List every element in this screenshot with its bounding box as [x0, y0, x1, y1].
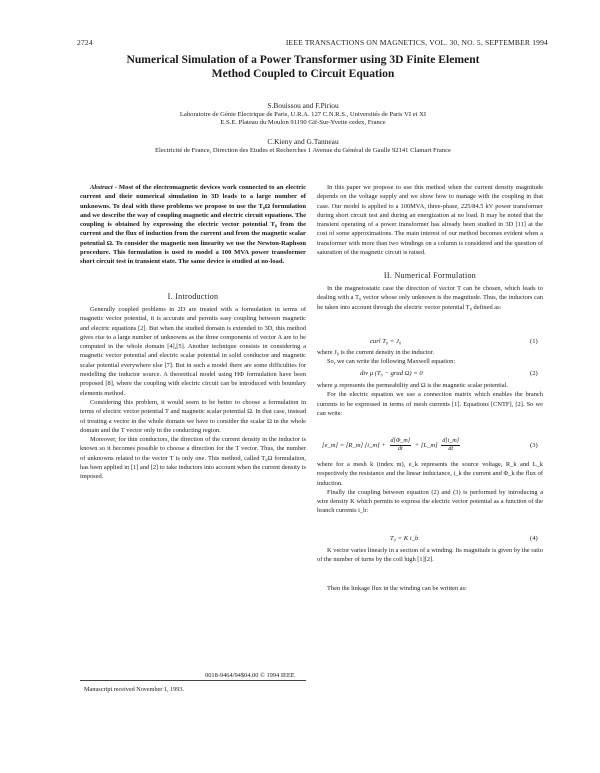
equation-4: T₀ = K i_b [390, 535, 419, 542]
title-line-1: Numerical Simulation of a Power Transformer using 3D Finite Element [126, 53, 480, 66]
affiliation-2: Electricité de France, Direction des Etudes et Recherches 1 Avenue du Général de Gaulle 92141 Clamart France [155, 146, 451, 154]
eq3-frac1-den: dt [397, 446, 403, 452]
where-text-3: where for a mesh k (index m), e_k represents the source voltage, R_k and L_k respectively the resistance and the linear inductance, i_k the current and Φ_k the flux of induction. [317, 461, 543, 487]
affiliation-1a: Laboratoire de Génie Electrique de Paris, U.R.A. 127 C.N.R.S., Universités de Paris VI et XI [179, 110, 427, 118]
eq3-fraction-2 [441, 438, 460, 453]
section-heading-introduction: I. Introduction [167, 292, 219, 301]
formulation-where-1 [317, 348, 543, 367]
formulation-text-6: Then the linkage flux in the winding can be written as: [327, 585, 467, 592]
formulation-para-4 [317, 460, 543, 516]
affiliation-1b: E.S.E. Plateau du Moulon 91190 Gif-Sur-Yvette cedex, France [220, 119, 386, 127]
abstract [80, 183, 306, 267]
where-text-1: where J₀ is the current density in the inductor. [317, 349, 435, 356]
abstract-label: Abstract [90, 184, 113, 191]
journal-header: IEEE TRANSACTIONS ON MAGNETICS, VOL. 30, NO. 5, SEPTEMBER 1994 [285, 38, 548, 47]
equation-3-number: (3) [530, 442, 538, 449]
equation-2-number: (2) [530, 370, 538, 377]
formulation-text-4: Finally the coupling between equation (2) and (3) is performed by introducing a wire density K which permits to express the electric vector potential as a function of the branch currents i_b: [317, 488, 543, 515]
eq3-frac1-num: d[Φ_m] [390, 438, 411, 444]
intro-paragraph-3: Moreover, for thin conductors, the direction of the current density in the inductor is known so it becomes possible to choose a direction for the T vector. Thus, the number of unknowns related to the vector T is only one. This method, called T₀Ω formulation, has been applied in [1] and [2] to take inductors into account when the current density is imposed. [80, 436, 306, 481]
manuscript-footnote: Manuscript received November 1, 1993. [84, 686, 185, 693]
formulation-para-5 [317, 546, 543, 565]
footnote-rule [80, 680, 306, 681]
right-intro-paragraph: In this paper we propose to use this method when the current density magnitude depends on the voltage supply and we show how to manage with the coupling in that case. Our model is applied to a 100MVA, three-phase, 225/84.5 kV power transformer during short circuit test and during an energization at no load. It may be noted that the transient operating of a power transformer has already been studied in 3D [11] at the cost of some approximations. The main interest of our method becomes evident when a transformer with more than two windings on a column is considered and the question of saturation of the magnetic circuit is raised. [317, 184, 543, 257]
formulation-para-3 [317, 381, 543, 418]
author-names-1: S.Bouissou and F.Piriou [267, 101, 339, 110]
eq3-lhs: [e_m] = [R_m] [i_m] + [322, 442, 386, 450]
author-names-2: C.Kieny and G.Tanneau [267, 137, 339, 146]
abstract-text: - Most of the electromagnetic devices work connected to an electric current and their numerical simulation in 3D leads to a large number of unknowns. To deal with these problems we propose to use the T₀Ω formulation and we describe the way of coupling magnetic and electric circuit equations. The coupling is obtained by expressing the electric vector potential T₀ from the current and the flux of induction from the current and from the magnetic scalar potential Ω. To consider the magnetic non linearity we use the Newton-Raphson procedure. This formulation is used to model a 100 MVA power transformer short circuit test in transient state. The same device is studied at no-load. [80, 184, 306, 266]
where-text-2: where μ represents the permeability and Ω is the magnetic scalar potential. [317, 382, 508, 389]
formulation-para-6 [317, 584, 543, 593]
section-heading-formulation: II. Numerical Formulation [383, 271, 477, 280]
author-block-2 [40, 138, 566, 155]
equation-2: div μ (T₀ − grad Ω) = 0 [360, 370, 423, 377]
author-block-1 [40, 102, 566, 128]
eq3-frac2-den: dt [448, 446, 454, 452]
right-intro [317, 183, 543, 257]
eq3-mid: + [L_m] [414, 442, 438, 450]
introduction-body [80, 305, 306, 482]
equation-1-number: (1) [530, 338, 538, 345]
intro-paragraph-2: Considering this problem, it would seem to be better to choose a formulation in terms of electric vector potential T and magnetic scalar potential Ω. In that case, instead of treating a vector in the whole domain we have to consider the scalar Ω in the whole domain and the T vector only in the conducting region. [80, 398, 306, 434]
paper-title [80, 53, 526, 80]
equation-3 [322, 438, 462, 453]
formulation-text-2: So, we can write the following Maxwell equation: [327, 358, 456, 366]
equation-1: curl T₀ = J₀ [370, 338, 402, 345]
formulation-para-1 [317, 284, 543, 312]
formulation-text-3: For the electric equation we use a connection matrix which enables the branch currents to be expressed in terms of mesh currents [1]. Equations [CNTF], [2]. So we can write: [317, 391, 543, 417]
copyright-line: 0018-9464/94$04.00 © 1994 IEEE [205, 672, 295, 679]
formulation-text-5: K vector varies linearly in a section of a winding. Its magnitude is given by the ratio of the number of turns by the coil high [1][2]. [317, 547, 543, 564]
title-line-2: Method Coupled to Circuit Equation [211, 66, 395, 80]
formulation-text-1: In the magnetostatic case the direction of vector T can be chosen, which leads to dealing with a T₀ vector whose only unknown is the magnitude. Thus, the inductors can be taken into account through the electric vector potential T₀ defined as: [317, 285, 543, 311]
eq3-frac2-num: d[i_m] [442, 438, 460, 444]
page-number: 2724 [77, 38, 93, 47]
intro-paragraph-1: Generally coupled problems in 2D are treated with a formulation in terms of magnetic vector potential, it is accurate and permits easy coupling between magnetic and electric equations [2]. But when the studied domain is extended to 3D, this method gives rise to a large number of unknowns as the three components of vector A are to be computed in the whole domain [4],[5]. Another technique consists in considering a magnetic vector potential and electric scalar potential in solid conductor and magnetic scalar potential everywhere else [7]. But in such a model there are some difficulties for modelling the inductor source. A theoretical model using HΦ formulation have been proposed [8], where the coupling with electric circuit can be introduced with boundary elements method. [80, 306, 306, 397]
equation-4-number: (4) [530, 535, 538, 542]
eq3-fraction-1 [390, 438, 412, 453]
